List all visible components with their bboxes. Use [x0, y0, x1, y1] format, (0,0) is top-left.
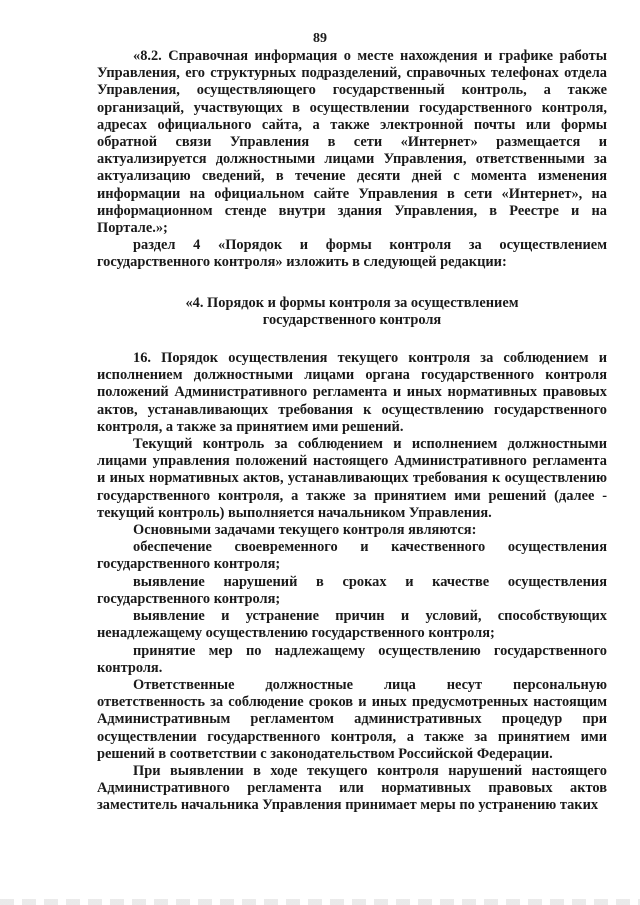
- paragraph-main-tasks: Основными задачами текущего контроля являются:: [133, 522, 477, 539]
- list-item-detecting: выявление нарушений в сроках и качестве осуществления государственного контроля;: [97, 573, 607, 607]
- list-item-ensuring: обеспечение своевременного и качественного осуществления государственного контроля;: [97, 539, 607, 573]
- paragraph-current-control: Текущий контроль за соблюдением и исполнением должностными лицами управления положений настоящего Административного регламента и иных нормативных актов, устанавливающих требования к осуществлению государственного контроля, а также за принятием ими решений (далее - текущий контроль) выполняется начальником Управления.: [97, 436, 607, 521]
- paragraph-violations: При выявлении в ходе текущего контроля нарушений настоящего Административного регламента или нормативных правовых актов заместитель начальника Управления принимает меры по устранению таких: [97, 762, 607, 814]
- section-heading-line1: «4. Порядок и формы контроля за осуществлением: [185, 294, 519, 311]
- scan-bottom-edge: [0, 899, 640, 905]
- section-heading: [97, 295, 607, 329]
- list-item-measures: принятие мер по надлежащему осуществлению государственного контроля.: [97, 642, 607, 676]
- section-heading-line2: государственного контроля: [262, 311, 442, 328]
- document-body: [97, 48, 607, 815]
- list-item-eliminating: выявление и устранение причин и условий, способствующих ненадлежащему осуществлению государственного контроля;: [97, 608, 607, 642]
- paragraph-section-4-intro: раздел 4 «Порядок и формы контроля за осуществлением государственного контроля» изложить в следующей редакции:: [97, 237, 607, 271]
- paragraph-responsibility: Ответственные должностные лица несут персональную ответственность за соблюдение сроков и иных предусмотренных настоящим Административным регламентом административных процедур при осуществлении государственного контроля, а также за принятием ими решений в соответствии с законодательством Российской Федерации.: [97, 676, 607, 762]
- paragraph-16: 16. Порядок осуществления текущего контроля за соблюдением и исполнением должностными лицами органа государственного контроля положений Административного регламента и иных нормативных правовых актов, устанавливающих требования к осуществлению государственного контроля, а также за принятием ими решений.: [97, 350, 607, 435]
- paragraph-8-2: «8.2. Справочная информация о месте нахождения и графике работы Управления, его структурных подразделений, справочных телефонах отдела Управления, осуществляющего государственный контроль, а также организаций, участвующих в осуществлении государственного контроля, адресах официального сайта, а также электронной почты или формы обратной связи Управления в сети «Интернет» размещается и актуализируется должностными лицами Управления, ответственными за актуализацию сведений, в течение десяти дней с момента изменения информации на официальном сайте Управления в сети «Интернет», на информационном стенде внутри здания Управления, в Реестре и на Портале.»;: [97, 48, 607, 237]
- page-number: 89: [313, 31, 327, 46]
